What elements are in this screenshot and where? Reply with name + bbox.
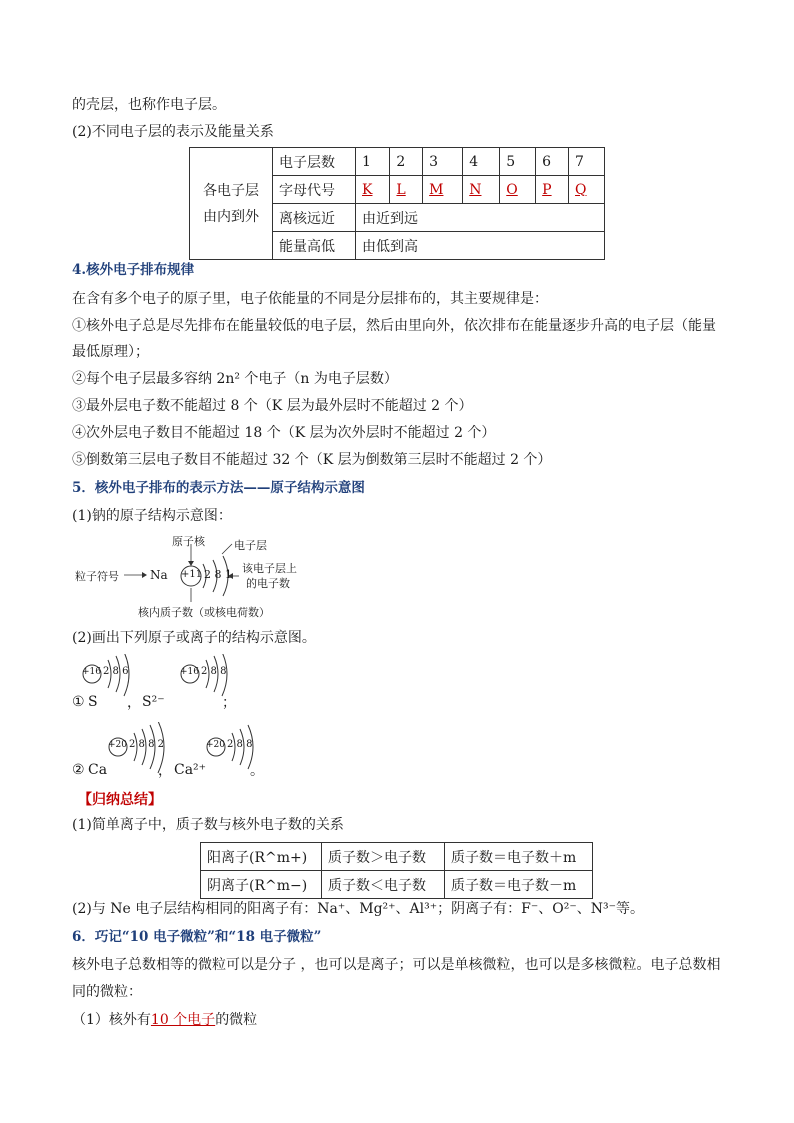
rule-4: ④次外层电子数目不能超过 18 个（K 层为次外层时不能超过 2 个） — [72, 425, 496, 441]
cell-cation-formula: 质子数＝电子数＋m — [445, 843, 593, 871]
cell-number: 6 — [536, 148, 569, 176]
cell-number: 5 — [500, 148, 536, 176]
s-ion-label: S²⁻ — [142, 694, 165, 710]
cell-letter: N — [463, 176, 500, 204]
example-1-row — [72, 654, 332, 714]
para-6c-pre: （1）核外有 — [72, 1012, 151, 1028]
summary-title: 【归纳总结】 — [78, 792, 162, 808]
rule-3: ③最外层电子数不能超过 8 个（K 层为最外层时不能超过 2 个） — [72, 398, 473, 414]
rule-1b: 最低原理）； — [72, 344, 149, 360]
cell-letter: O — [500, 176, 536, 204]
ex1-end: ； — [222, 695, 236, 711]
label-nucleus: 原子核 — [172, 535, 205, 548]
para-6c-highlight: 10 个电子 — [150, 1012, 216, 1028]
para-5-2: (2)画出下列原子或离子的结构示意图。 — [72, 630, 316, 646]
cell-anion-formula: 质子数＝电子数－m — [445, 871, 593, 899]
summary-2: (2)与 Ne 电子层结构相同的阳离子有：Na⁺、Mg²⁺、Al³⁺；阴离子有：F⁻、O²⁻、N³⁻等。 — [72, 901, 644, 917]
cell-letter: P — [536, 176, 569, 204]
s-ion-nucleus: +16 — [180, 667, 199, 677]
cell-anion-compare: 质子数＜电子数 — [322, 871, 445, 899]
ca-ion-label: Ca²⁺ — [174, 762, 207, 778]
heading-6: 6．巧记“10 电子微粒”和“18 电子微粒” — [72, 929, 322, 945]
rowspan-label-line1: 各电子层 — [203, 182, 259, 199]
summary-1: (1)简单离子中，质子数与核外电子数的关系 — [72, 817, 344, 833]
cell-letter: Q — [569, 176, 605, 204]
na-electrons: 2 8 1 — [204, 568, 232, 581]
cell-distance-value: 由近到远 — [356, 204, 605, 232]
cell-anion: 阴离子(R^m−) — [201, 871, 322, 899]
row-label-shell-number: 电子层数 — [273, 148, 356, 176]
section-2-title: (2)不同电子层的表示及能量关系 — [72, 124, 274, 140]
heading-4: 4.核外电子排布规律 — [72, 262, 195, 278]
ca-atom-electrons: 2 8 8 2 — [129, 739, 164, 750]
para-6c — [72, 1010, 257, 1030]
cell-number: 4 — [463, 148, 500, 176]
para-6c-post: 的微粒 — [215, 1012, 258, 1028]
ca-ion-nucleus: +20 — [206, 740, 225, 750]
heading-5: 5．核外电子排布的表示方法——原子结构示意图 — [72, 480, 365, 496]
cell-number: 1 — [356, 148, 390, 176]
s-ion-electrons: 2 8 8 — [201, 666, 227, 677]
cell-number: 3 — [423, 148, 463, 176]
cell-letter: L — [390, 176, 423, 204]
s-atom-nucleus: +16 — [82, 667, 101, 677]
cell-energy-value: 由低到高 — [356, 232, 605, 260]
rule-5: ⑤倒数第三层电子数目不能超过 32 个（K 层为倒数第三层时不能超过 2 个） — [72, 452, 552, 468]
cell-cation-compare: 质子数＞电子数 — [322, 843, 445, 871]
shell-energy-table — [189, 147, 605, 260]
s-atom-label: S — [88, 694, 98, 710]
cell-number: 7 — [569, 148, 605, 176]
cell-letter: M — [423, 176, 463, 204]
ca-atom-nucleus: +20 — [108, 740, 127, 750]
intro-line: 的壳层，也称作电子层。 — [72, 97, 226, 113]
ca-atom-label: Ca — [88, 762, 108, 778]
para-6b: 同的微粒： — [72, 984, 142, 1000]
table-rowspan-label — [190, 148, 273, 260]
na-structure-diagram — [72, 530, 332, 622]
ex1-separator: ， — [127, 695, 141, 711]
label-count-1: 该电子层上 — [242, 562, 297, 575]
label-proton: 核内质子数（或核电荷数） — [138, 606, 270, 619]
ex2-marker: ② — [72, 762, 85, 778]
ex1-marker: ① — [72, 694, 85, 710]
label-shell: 电子层 — [234, 539, 267, 552]
ca-ion-electrons: 2 8 8 — [227, 739, 253, 750]
para-5-1: (1)钠的原子结构示意图： — [72, 508, 232, 524]
na-nucleus: +11 — [181, 569, 203, 580]
rowspan-label-line2: 由内到外 — [203, 208, 259, 225]
label-particle-symbol: 粒子符号 — [75, 570, 119, 583]
ion-relation-table — [200, 842, 593, 899]
cell-cation: 阳离子(R^m+) — [201, 843, 322, 871]
ex2-separator: ， — [158, 763, 172, 779]
cell-letter: K — [356, 176, 390, 204]
row-label-energy: 能量高低 — [273, 232, 356, 260]
para-6a: 核外电子总数相等的微粒可以是分子 ，也可以是离子；可以是单核微粒，也可以是多核微粒。电子总数相 — [72, 957, 721, 973]
na-symbol: Na — [150, 568, 168, 582]
example-1-arcs — [72, 654, 332, 714]
s-atom-electrons: 2 8 6 — [103, 666, 129, 677]
ex2-end: 。 — [250, 763, 264, 779]
cell-number: 2 — [390, 148, 423, 176]
para-4-intro: 在含有多个电子的原子里，电子依能量的不同是分层排布的，其主要规律是： — [72, 291, 548, 307]
row-label-distance: 离核远近 — [273, 204, 356, 232]
rule-2: ②每个电子层最多容纳 2n² 个电子（n 为电子层数） — [72, 371, 398, 387]
rule-1a: ①核外电子总是尽先排布在能量较低的电子层，然后由里向外，依次排布在能量逐步升高的电子层（能量 — [72, 318, 716, 334]
label-count-2: 的电子数 — [246, 577, 290, 590]
example-2-row — [72, 722, 332, 782]
row-label-letter: 字母代号 — [273, 176, 356, 204]
